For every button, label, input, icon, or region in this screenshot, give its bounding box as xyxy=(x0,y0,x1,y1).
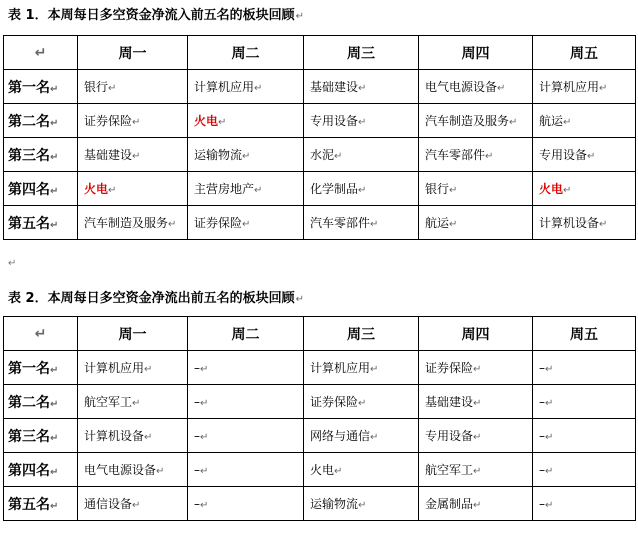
sector-name: 主营房地产 xyxy=(194,182,255,196)
table-cell xyxy=(304,385,419,419)
table-cell xyxy=(419,453,533,487)
table-cell xyxy=(419,172,533,206)
cell-end-mark: ↵ xyxy=(50,117,59,129)
empty-paragraph-mark: ↵ xyxy=(8,258,17,269)
table-cell xyxy=(304,172,419,206)
cell-end-mark: ↵ xyxy=(200,363,209,375)
cell-end-mark: ↵ xyxy=(449,185,458,196)
cell-end-mark: ↵ xyxy=(358,83,367,94)
sector-name: – xyxy=(539,394,545,409)
table-cell xyxy=(533,385,636,419)
cell-end-mark: ↵ xyxy=(50,364,59,376)
cell-end-mark: ↵ xyxy=(50,83,59,95)
highlighted-sector: 火电 xyxy=(539,182,564,196)
sector-name: 化学制品 xyxy=(310,182,359,196)
cell-end-mark: ↵ xyxy=(50,466,59,478)
cell-end-mark: ↵ xyxy=(370,432,379,443)
table-cell xyxy=(419,70,533,104)
cell-end-mark: ↵ xyxy=(370,364,379,375)
cell-end-mark: ↵ xyxy=(242,151,251,162)
sector-name: 基础建设 xyxy=(425,395,474,409)
table-cell xyxy=(78,104,188,138)
sector-name: 证券保险 xyxy=(194,216,243,230)
sector-name: 证券保险 xyxy=(425,361,474,375)
column-header: 周二 xyxy=(188,317,304,351)
cell-end-mark: ↵ xyxy=(358,398,367,409)
rank-label: 第二名 xyxy=(8,113,50,130)
cell-end-mark: ↵ xyxy=(132,151,141,162)
sector-name: 计算机应用 xyxy=(310,361,371,375)
table-cell xyxy=(533,104,636,138)
table-cell xyxy=(533,351,636,385)
table-cell xyxy=(78,385,188,419)
table-cell xyxy=(533,138,636,172)
cell-end-mark: ↵ xyxy=(200,431,209,443)
cell-end-mark: ↵ xyxy=(545,465,554,477)
table-row xyxy=(4,419,636,453)
sector-name: 网络与通信 xyxy=(310,429,371,443)
cell-end-mark: ↵ xyxy=(485,151,494,162)
table-row xyxy=(4,206,636,240)
cell-end-mark: ↵ xyxy=(50,151,59,163)
table-2-caption xyxy=(8,291,304,308)
table-cell xyxy=(188,453,304,487)
rank-label: 第一名 xyxy=(8,360,50,377)
cell-end-mark: ↵ xyxy=(473,466,482,477)
corner-cell: ↵ xyxy=(4,36,78,70)
sector-name: 通信设备 xyxy=(84,497,133,511)
cell-end-mark: ↵ xyxy=(545,363,554,375)
table-cell xyxy=(304,104,419,138)
sector-name: 航运 xyxy=(425,216,450,230)
table-cell xyxy=(533,453,636,487)
sector-name: 计算机应用 xyxy=(539,80,600,94)
row-header xyxy=(4,206,78,240)
rank-label: 第二名 xyxy=(8,394,50,411)
cell-end-mark: ↵ xyxy=(358,500,367,511)
sector-name: – xyxy=(539,428,545,443)
sector-name: – xyxy=(539,462,545,477)
cell-end-mark: ↵ xyxy=(358,185,367,196)
column-header: 周五 xyxy=(533,317,636,351)
row-header xyxy=(4,138,78,172)
table-cell xyxy=(533,172,636,206)
table-cell xyxy=(188,138,304,172)
cell-end-mark: ↵ xyxy=(254,83,263,94)
table-cell xyxy=(188,487,304,521)
rank-label: 第三名 xyxy=(8,428,50,445)
header-row xyxy=(4,317,636,351)
sector-name: 计算机设备 xyxy=(84,429,145,443)
highlighted-sector: 火电 xyxy=(194,114,219,128)
table-cell xyxy=(78,419,188,453)
cell-end-mark: ↵ xyxy=(50,398,59,410)
cell-end-mark: ↵ xyxy=(563,117,572,128)
table-cell xyxy=(304,351,419,385)
table-cell xyxy=(188,70,304,104)
table-cell xyxy=(419,104,533,138)
table-cell xyxy=(304,70,419,104)
sector-name: – xyxy=(194,360,200,375)
cell-end-mark: ↵ xyxy=(545,499,554,511)
cell-end-mark: ↵ xyxy=(200,499,209,511)
cell-end-mark: ↵ xyxy=(473,432,482,443)
rank-label: 第三名 xyxy=(8,147,50,164)
table-cell xyxy=(304,453,419,487)
row-header xyxy=(4,385,78,419)
cell-end-mark: ↵ xyxy=(242,219,251,230)
table-row xyxy=(4,172,636,206)
sector-name: 证券保险 xyxy=(310,395,359,409)
table-cell xyxy=(533,419,636,453)
cell-end-mark: ↵ xyxy=(473,398,482,409)
cell-end-mark: ↵ xyxy=(449,219,458,230)
cell-end-mark: ↵ xyxy=(599,83,608,94)
sector-name: 证券保险 xyxy=(84,114,133,128)
sector-name: 金属制品 xyxy=(425,497,474,511)
sector-name: 基础建设 xyxy=(310,80,359,94)
table-cell xyxy=(304,419,419,453)
table-cell xyxy=(188,385,304,419)
table-cell xyxy=(188,172,304,206)
table-cell xyxy=(78,206,188,240)
table-row xyxy=(4,70,636,104)
table-row xyxy=(4,138,636,172)
cell-end-mark: ↵ xyxy=(168,219,177,230)
cell-end-mark: ↵ xyxy=(218,117,227,128)
table-cell xyxy=(78,453,188,487)
sector-name: 专用设备 xyxy=(425,429,474,443)
cell-end-mark: ↵ xyxy=(473,500,482,511)
sector-name: 航空军工 xyxy=(84,395,133,409)
cell-end-mark: ↵ xyxy=(545,431,554,443)
cell-end-mark: ↵ xyxy=(132,117,141,128)
sector-name: 汽车零部件 xyxy=(310,216,371,230)
cell-end-mark: ↵ xyxy=(108,83,117,94)
row-header xyxy=(4,351,78,385)
cell-end-mark: ↵ xyxy=(563,185,572,196)
table-cell xyxy=(419,385,533,419)
sector-name: 水泥 xyxy=(310,148,335,162)
rank-label: 第四名 xyxy=(8,181,50,198)
sector-name: 专用设备 xyxy=(539,148,588,162)
table-cell xyxy=(188,104,304,138)
cell-end-mark: ↵ xyxy=(473,364,482,375)
table-cell xyxy=(419,138,533,172)
column-header: 周一 xyxy=(78,36,188,70)
column-header: 周四 xyxy=(419,317,533,351)
cell-end-mark: ↵ xyxy=(132,398,141,409)
cell-end-mark: ↵ xyxy=(334,466,343,477)
sector-name: 运输物流 xyxy=(310,497,359,511)
cell-end-mark: ↵ xyxy=(200,465,209,477)
sector-name: 航空军工 xyxy=(425,463,474,477)
table-row xyxy=(4,487,636,521)
cell-end-mark: ↵ xyxy=(254,185,263,196)
sector-name: 汽车制造及服务 xyxy=(425,114,510,128)
table-cell xyxy=(304,487,419,521)
row-header xyxy=(4,487,78,521)
sector-name: – xyxy=(194,462,200,477)
sector-name: 电气电源设备 xyxy=(425,80,498,94)
cell-end-mark: ↵ xyxy=(200,397,209,409)
cell-end-mark: ↵ xyxy=(144,432,153,443)
table-row xyxy=(4,104,636,138)
table-cell xyxy=(419,487,533,521)
cell-end-mark: ↵ xyxy=(497,83,506,94)
table-cell xyxy=(78,487,188,521)
table-cell xyxy=(188,351,304,385)
sector-name: – xyxy=(194,496,200,511)
table-cell xyxy=(304,206,419,240)
sector-name: 火电 xyxy=(310,463,335,477)
table-cell xyxy=(533,487,636,521)
cell-end-mark: ↵ xyxy=(599,219,608,230)
table-1-caption-text: 表 1．本周每日多空资金净流入前五名的板块回顾 xyxy=(8,8,295,23)
cell-end-mark: ↵ xyxy=(132,500,141,511)
table-cell xyxy=(188,419,304,453)
sector-name: – xyxy=(539,496,545,511)
sector-name: 汽车制造及服务 xyxy=(84,216,169,230)
rank-label: 第五名 xyxy=(8,215,50,232)
sector-name: 银行 xyxy=(84,80,109,94)
column-header: 周四 xyxy=(419,36,533,70)
paragraph-mark: ↵ xyxy=(295,11,304,22)
row-header xyxy=(4,104,78,138)
sector-name: 计算机应用 xyxy=(194,80,255,94)
rank-label: 第四名 xyxy=(8,462,50,479)
table-cell xyxy=(78,351,188,385)
cell-end-mark: ↵ xyxy=(108,185,117,196)
rank-label: 第一名 xyxy=(8,79,50,96)
table-row xyxy=(4,351,636,385)
table-cell xyxy=(304,138,419,172)
rank-label: 第五名 xyxy=(8,496,50,513)
cell-end-mark: ↵ xyxy=(144,364,153,375)
sector-name: 汽车零部件 xyxy=(425,148,486,162)
table-cell xyxy=(419,206,533,240)
sector-name: 银行 xyxy=(425,182,450,196)
corner-cell: ↵ xyxy=(4,317,78,351)
cell-end-mark: ↵ xyxy=(545,397,554,409)
table-row xyxy=(4,453,636,487)
table-2-caption-text: 表 2．本周每日多空资金净流出前五名的板块回顾 xyxy=(8,291,295,306)
highlighted-sector: 火电 xyxy=(84,182,109,196)
cell-end-mark: ↵ xyxy=(334,151,343,162)
row-header xyxy=(4,70,78,104)
sector-name: – xyxy=(194,394,200,409)
sector-name: 专用设备 xyxy=(310,114,359,128)
sector-name: 运输物流 xyxy=(194,148,243,162)
cell-end-mark: ↵ xyxy=(156,466,165,477)
cell-end-mark: ↵ xyxy=(358,117,367,128)
table-1 xyxy=(3,35,636,240)
paragraph-mark: ↵ xyxy=(295,294,304,305)
sector-name: – xyxy=(539,360,545,375)
header-row xyxy=(4,36,636,70)
column-header: 周五 xyxy=(533,36,636,70)
cell-end-mark: ↵ xyxy=(587,151,596,162)
sector-name: – xyxy=(194,428,200,443)
table-cell xyxy=(78,172,188,206)
row-header xyxy=(4,453,78,487)
table-row xyxy=(4,385,636,419)
table-cell xyxy=(533,70,636,104)
row-header xyxy=(4,172,78,206)
cell-end-mark: ↵ xyxy=(50,185,59,197)
sector-name: 电气电源设备 xyxy=(84,463,157,477)
column-header: 周三 xyxy=(304,317,419,351)
cell-end-mark: ↵ xyxy=(509,117,518,128)
table-2 xyxy=(3,316,636,521)
table-cell xyxy=(419,419,533,453)
row-header xyxy=(4,419,78,453)
column-header: 周二 xyxy=(188,36,304,70)
table-cell xyxy=(419,351,533,385)
sector-name: 计算机应用 xyxy=(84,361,145,375)
cell-end-mark: ↵ xyxy=(50,219,59,231)
table-1-caption xyxy=(8,8,304,25)
sector-name: 航运 xyxy=(539,114,564,128)
cell-end-mark: ↵ xyxy=(50,432,59,444)
cell-end-mark: ↵ xyxy=(370,219,379,230)
sector-name: 计算机设备 xyxy=(539,216,600,230)
sector-name: 基础建设 xyxy=(84,148,133,162)
table-cell xyxy=(188,206,304,240)
column-header: 周一 xyxy=(78,317,188,351)
table-cell xyxy=(533,206,636,240)
column-header: 周三 xyxy=(304,36,419,70)
table-cell xyxy=(78,138,188,172)
table-cell xyxy=(78,70,188,104)
cell-end-mark: ↵ xyxy=(50,500,59,512)
